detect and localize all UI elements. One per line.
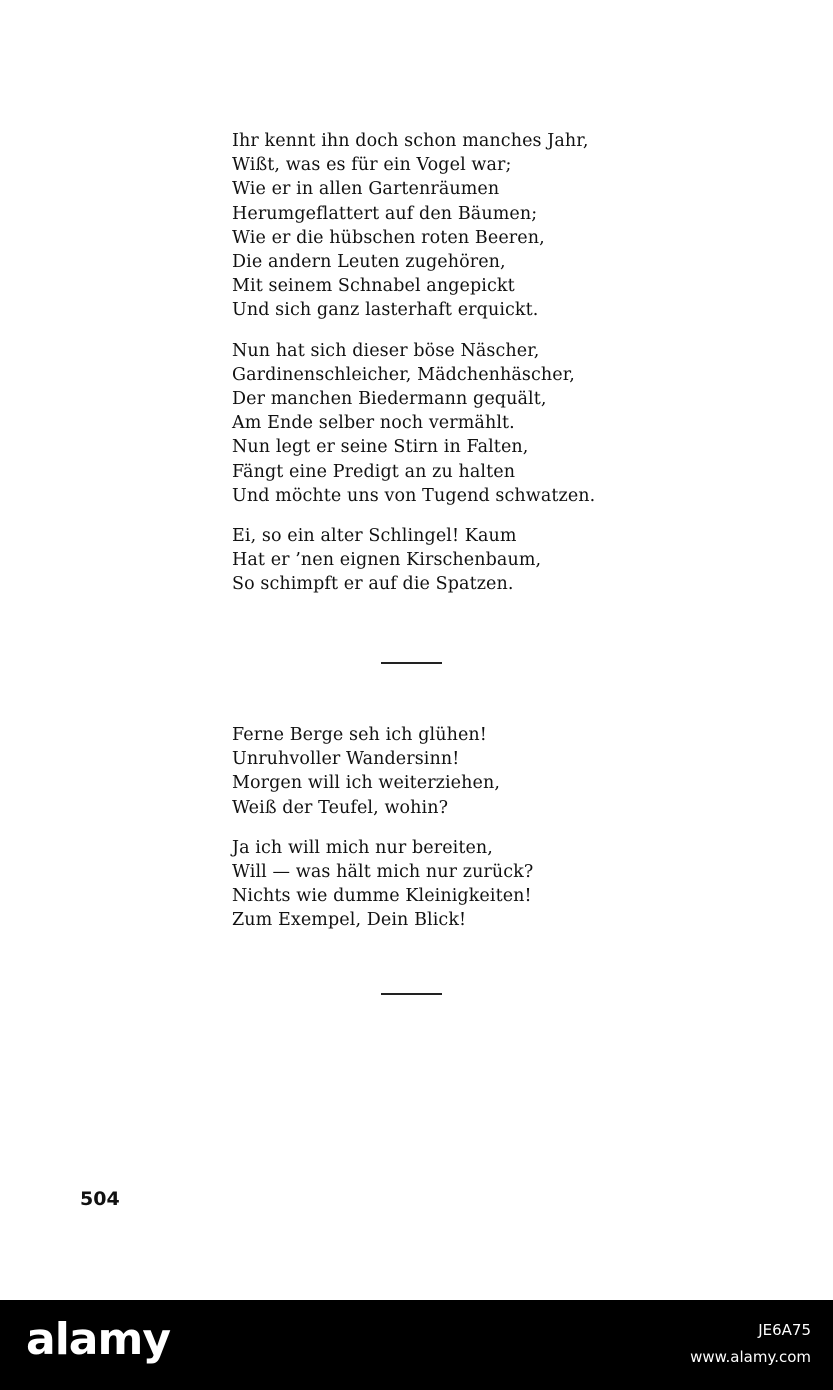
verse-line: Will — was hält mich nur zurück? — [232, 862, 534, 883]
poem-first-stanza-3 — [232, 524, 595, 597]
verse-line: Ferne Berge seh ich glühen! — [232, 725, 487, 745]
verse-line: Nichts wie dumme Kleinigkeiten! — [232, 886, 532, 907]
stock-watermark-footer — [0, 1300, 833, 1390]
verse-line: Mit seinem Schnabel angepickt — [232, 276, 515, 297]
poem-second — [232, 723, 533, 949]
verse-line: Ei, so ein alter Schlingel! Kaum — [232, 526, 517, 547]
verse-line: Und sich ganz lasterhaft erquickt. — [232, 300, 539, 321]
verse-line: Hat er ’nen eignen Kirschenbaum, — [232, 550, 542, 571]
verse-line: Weiß der Teufel, wohin? — [232, 797, 449, 818]
verse-line: Wie er in allen Gartenräumen — [232, 179, 500, 200]
verse-line: Wißt, was es für ein Vogel war; — [232, 155, 512, 176]
poem-first — [232, 129, 595, 613]
poem-first-stanza-2 — [232, 339, 595, 508]
image-id: JE6A75 — [758, 1321, 811, 1339]
verse-line: Herumgeflattert auf den Bäumen; — [232, 203, 538, 224]
verse-line: Ja ich will mich nur bereiten, — [232, 837, 493, 858]
verse-line: Nun legt er seine Stirn in Falten, — [232, 437, 529, 458]
verse-line: Nun hat sich dieser böse Näscher, — [232, 340, 540, 361]
verse-line: Unruhvoller Wandersinn! — [232, 749, 460, 770]
section-divider — [381, 662, 442, 664]
verse-line: Der manchen Biedermann gequält, — [232, 389, 547, 410]
alamy-logo: alamy — [26, 1314, 170, 1365]
verse-line: So schimpft er auf die Spatzen. — [232, 574, 514, 595]
verse-line: Und möchte uns von Tugend schwatzen. — [232, 485, 596, 506]
verse-line: Morgen will ich weiterziehen, — [232, 773, 500, 794]
verse-line: Zum Exempel, Dein Blick! — [232, 910, 467, 931]
verse-line: Ihr kennt ihn doch schon manches Jahr, — [232, 131, 589, 151]
verse-line: Die andern Leuten zugehören, — [232, 252, 506, 273]
section-divider — [381, 993, 442, 995]
page-number: 504 — [80, 1188, 120, 1210]
verse-line: Fängt eine Predigt an zu halten — [232, 461, 516, 482]
poem-second-stanza-1 — [232, 723, 533, 820]
verse-line: Wie er die hübschen roten Beeren, — [232, 227, 545, 248]
verse-line: Am Ende selber noch vermählt. — [232, 413, 515, 434]
poem-second-stanza-2 — [232, 836, 533, 933]
poem-first-stanza-1 — [232, 129, 595, 323]
footer-url: www.alamy.com — [690, 1348, 811, 1366]
verse-line: Gardinenschleicher, Mädchenhäscher, — [232, 364, 575, 385]
